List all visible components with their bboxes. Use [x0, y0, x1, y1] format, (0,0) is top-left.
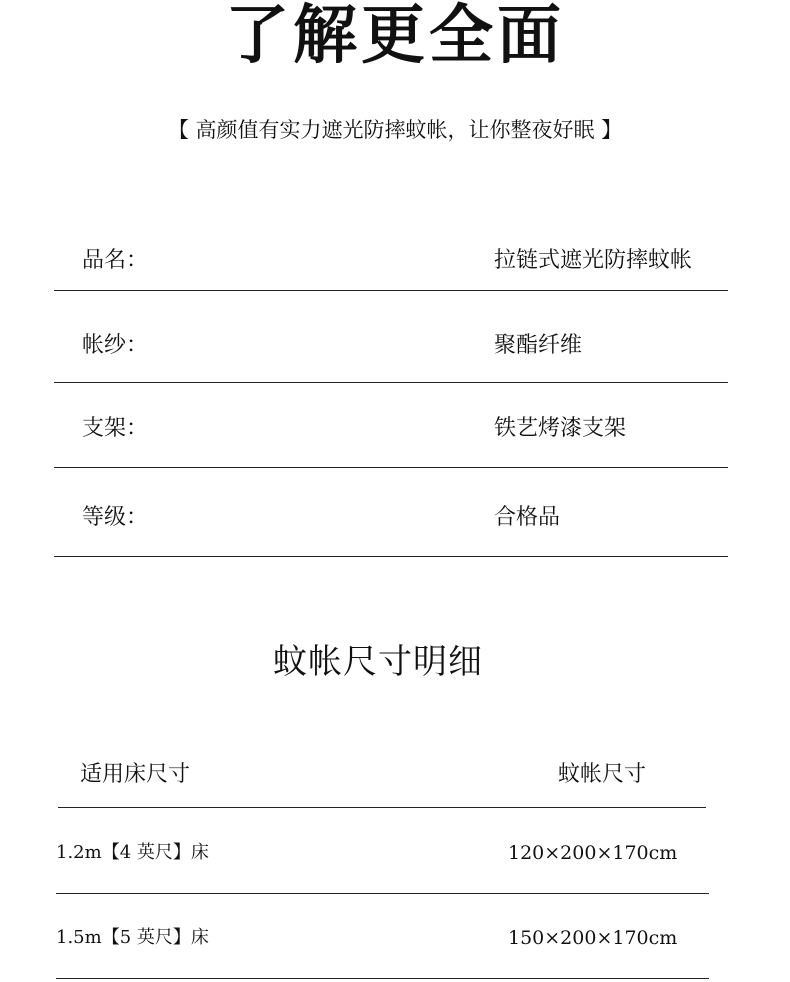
- spec-label: 品名：: [82, 248, 149, 273]
- net-size-cell: 120×200×170cm: [508, 842, 678, 864]
- spec-row-name: [54, 226, 728, 291]
- table-row: [56, 808, 709, 894]
- size-section-title: 蚊帐尺寸明细: [273, 642, 483, 682]
- spec-label: 等级：: [82, 505, 149, 530]
- page-title: 了解更全面: [225, 0, 565, 73]
- size-table-header: [58, 760, 706, 808]
- spec-row-fabric: [54, 291, 728, 383]
- spec-value: 合格品: [494, 505, 561, 530]
- spec-row-grade: [54, 468, 728, 557]
- spec-value: 铁艺烤漆支架: [494, 416, 627, 441]
- page-subtitle: 【 高颜值有实力遮光防摔蚊帐，让你整夜好眠 】: [167, 118, 623, 142]
- column-header-net-size: 蚊帐尺寸: [558, 762, 647, 787]
- spec-label: 帐纱：: [82, 333, 149, 358]
- table-row: [56, 893, 709, 979]
- bed-size-cell: 1.5m【5 英尺】床: [56, 927, 209, 948]
- spec-value: 聚酯纤维: [494, 333, 583, 358]
- net-size-cell: 150×200×170cm: [508, 927, 678, 949]
- column-header-bed-size: 适用床尺寸: [80, 762, 191, 787]
- bed-size-cell: 1.2m【4 英尺】床: [56, 842, 209, 863]
- spec-row-frame: [54, 383, 728, 468]
- spec-table: [54, 226, 728, 557]
- spec-label: 支架：: [82, 416, 149, 441]
- spec-value: 拉链式遮光防摔蚊帐: [494, 248, 693, 273]
